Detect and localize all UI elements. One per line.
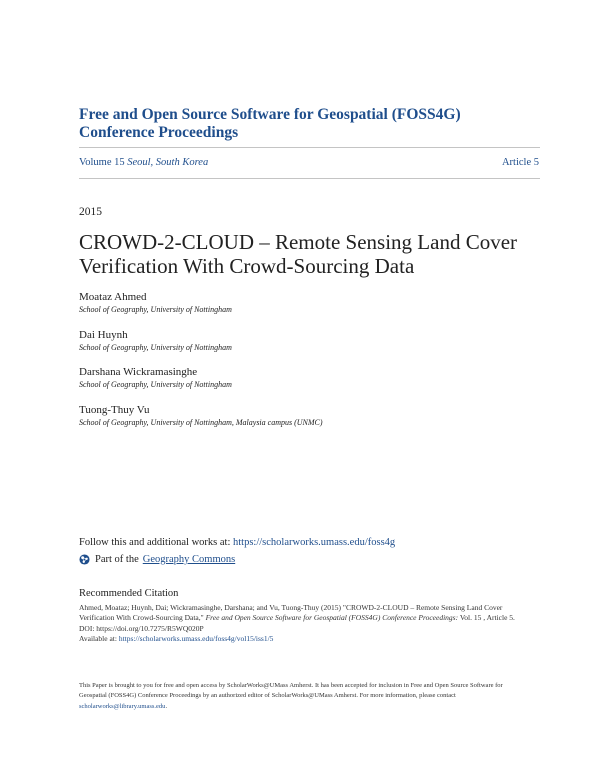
author-affiliation: School of Geography, University of Nottingham, Malaysia campus (UNMC) — [79, 418, 323, 427]
volume-label[interactable]: Volume 15 — [79, 157, 125, 168]
footer-text: This Paper is brought to you for free and open access by ScholarWorks@UMass Amherst. It has been accepted for inclusion in Free and Open Source Software for Geospatial (FOSS4G) Conference Proceedings by an authorized editor of ScholarWorks@UMass Amherst. For more information, please contact — [79, 682, 503, 700]
available-link[interactable]: https://scholarworks.umass.edu/foss4g/vol15/iss1/5 — [118, 634, 274, 644]
volume-info[interactable] — [79, 157, 208, 168]
citation-text: Ahmed, Moataz; Huynh, Dai; Wickramasinghe, Darshana; and Vu, Tuong-Thuy (2015) "CROWD-2-CLOUD – Remote Sensing Land Cover Verification With Crowd-Sourcing Data," — [79, 603, 503, 623]
commons-network-icon — [79, 554, 90, 565]
part-of-line — [79, 554, 235, 565]
paper-title: CROWD-2-CLOUD – Remote Sensing Land Cover Verification With Crowd-Sourcing Data — [79, 230, 518, 278]
article-number[interactable]: Article 5 — [501, 157, 539, 168]
footer-notice — [79, 681, 529, 712]
publication-year: 2015 — [79, 206, 102, 218]
contact-email-link[interactable]: scholarworks@library.umass.edu — [79, 702, 166, 710]
citation-journal: Free and Open Source Software for Geospatial (FOSS4G) Conference Proceedings: — [205, 613, 459, 623]
citation-block — [79, 603, 529, 645]
author-affiliation: School of Geography, University of Nottingham — [79, 380, 232, 389]
footer-end: . — [165, 702, 168, 710]
author-name: Tuong-Thuy Vu — [79, 404, 150, 416]
geography-commons-link[interactable]: Geography Commons — [142, 554, 236, 565]
part-of-text: Part of the — [95, 554, 139, 565]
top-divider — [79, 147, 540, 148]
series-title[interactable]: Free and Open Source Software for Geospatial (FOSS4G) Conference Proceedings — [79, 106, 461, 141]
author-name: Darshana Wickramasinghe — [79, 366, 198, 378]
follow-text: Follow this and additional works at: — [79, 537, 231, 548]
citation-volume: Vol. 15 , Article 5. — [459, 613, 515, 623]
author-name: Moataz Ahmed — [79, 291, 147, 303]
volume-place[interactable]: Seoul, South Korea — [127, 157, 209, 168]
follow-link[interactable]: https://scholarworks.umass.edu/foss4g — [233, 537, 396, 548]
author-name: Dai Huynh — [79, 329, 128, 341]
author-block — [79, 365, 232, 390]
follow-line — [79, 537, 395, 548]
author-affiliation: School of Geography, University of Nottingham — [79, 343, 232, 352]
citation-doi: DOI: https://doi.org/10.7275/R5WQ020P — [79, 623, 204, 633]
author-block — [79, 290, 232, 315]
author-block — [79, 328, 232, 353]
recommended-citation-heading: Recommended Citation — [79, 588, 179, 599]
bottom-divider — [79, 178, 540, 179]
author-affiliation: School of Geography, University of Nottingham — [79, 305, 232, 314]
author-block — [79, 403, 323, 428]
available-label: Available at: — [79, 634, 117, 644]
